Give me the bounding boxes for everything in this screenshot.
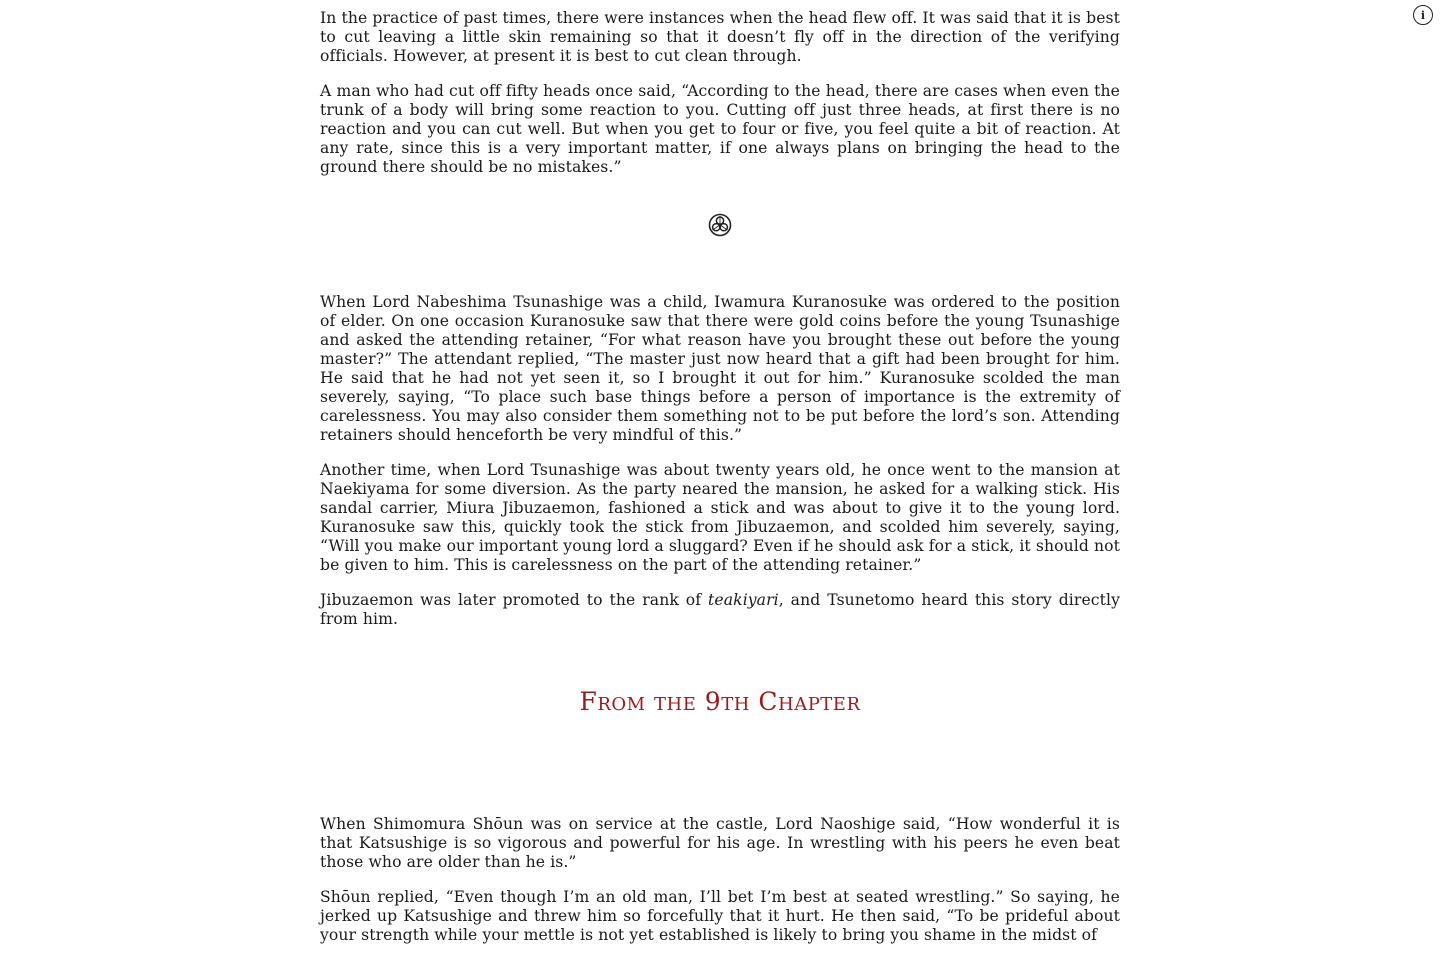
paragraph: Shōun replied, “Even though I’m an old man, I’ll bet I’m best at seated wrestling.” So saying, he jerked up Katsushige and threw him so forcefully that it hurt. He then said, “To be prideful about your strength while your mettle is not yet established is likely to bring you shame in the midst of bbox=[320, 888, 1120, 944]
italic-term: teakiyari bbox=[708, 591, 779, 609]
paragraph: In the practice of past times, there were instances when the head flew off. It was said that it is best to cut leaving a little skin remaining so that it doesn’t fly off in the direction of the verifying officials. However, at present it is best to cut clean through. bbox=[320, 9, 1120, 65]
paragraph: When Lord Nabeshima Tsunashige was a child, Iwamura Kuranosuke was ordered to the position of elder. On one occasion Kuranosuke saw that there were gold coins before the young Tsunashige and asked the attending retainer, “For what reason have you brought these out before the young master?” The attendant replied, “The master just now heard that a gift had been brought for him. He said that he had not yet seen it, so I brought it out for him.” Kuranosuke scolded the man severely, saying, “To place such base things before a person of importance is the extremity of carelessness. You may also consider them something not to be put before the lord’s son. Attending retainers should henceforth be very mindful of this.” bbox=[320, 293, 1120, 444]
paragraph: When Shimomura Shōun was on service at the castle, Lord Naoshige said, “How wonderful it is that Katsushige is so vigorous and powerful for his age. In wrestling with his peers he even beat those who are older than he is.” bbox=[320, 815, 1120, 871]
paragraph: Another time, when Lord Tsunashige was about twenty years old, he once went to the mansion at Naekiyama for some diversion. As the party neared the mansion, he asked for a walking stick. His sandal carrier, Miura Jibuzaemon, fashioned a stick and was about to give it to the young lord. Kuranosuke saw this, quickly took the stick from Jibuzaemon, and scolded him severely, saying, “Will you make our important young lord a sluggard? Even if he should ask for a stick, it should not be given to him. This is carelessness on the part of the attending retainer.” bbox=[320, 461, 1120, 574]
paragraph: A man who had cut off fifty heads once said, “According to the head, there are cases when even the trunk of a body will bring some reaction to you. Cutting off just three heads, at first there is no reaction and you can cut well. But when you get to four or five, you feel quite a bit of reaction. At any rate, since this is a very important matter, if one always plans on bringing the head to the ground there should be no mistakes.” bbox=[320, 82, 1120, 176]
biohazard-ornament-icon bbox=[708, 213, 732, 237]
chapter-title: From the 9th Chapter bbox=[579, 687, 861, 716]
chapter-heading-block bbox=[320, 645, 1120, 815]
info-button[interactable] bbox=[1413, 5, 1433, 25]
reader-content bbox=[320, 9, 1120, 961]
paragraph-text: , and Tsunetomo heard this story directly from him. bbox=[320, 591, 1120, 628]
info-icon: i bbox=[1420, 8, 1426, 22]
paragraph-text: Jibuzaemon was later promoted to the rank of bbox=[320, 591, 709, 609]
section-divider bbox=[320, 193, 1120, 293]
paragraph bbox=[320, 591, 1120, 629]
